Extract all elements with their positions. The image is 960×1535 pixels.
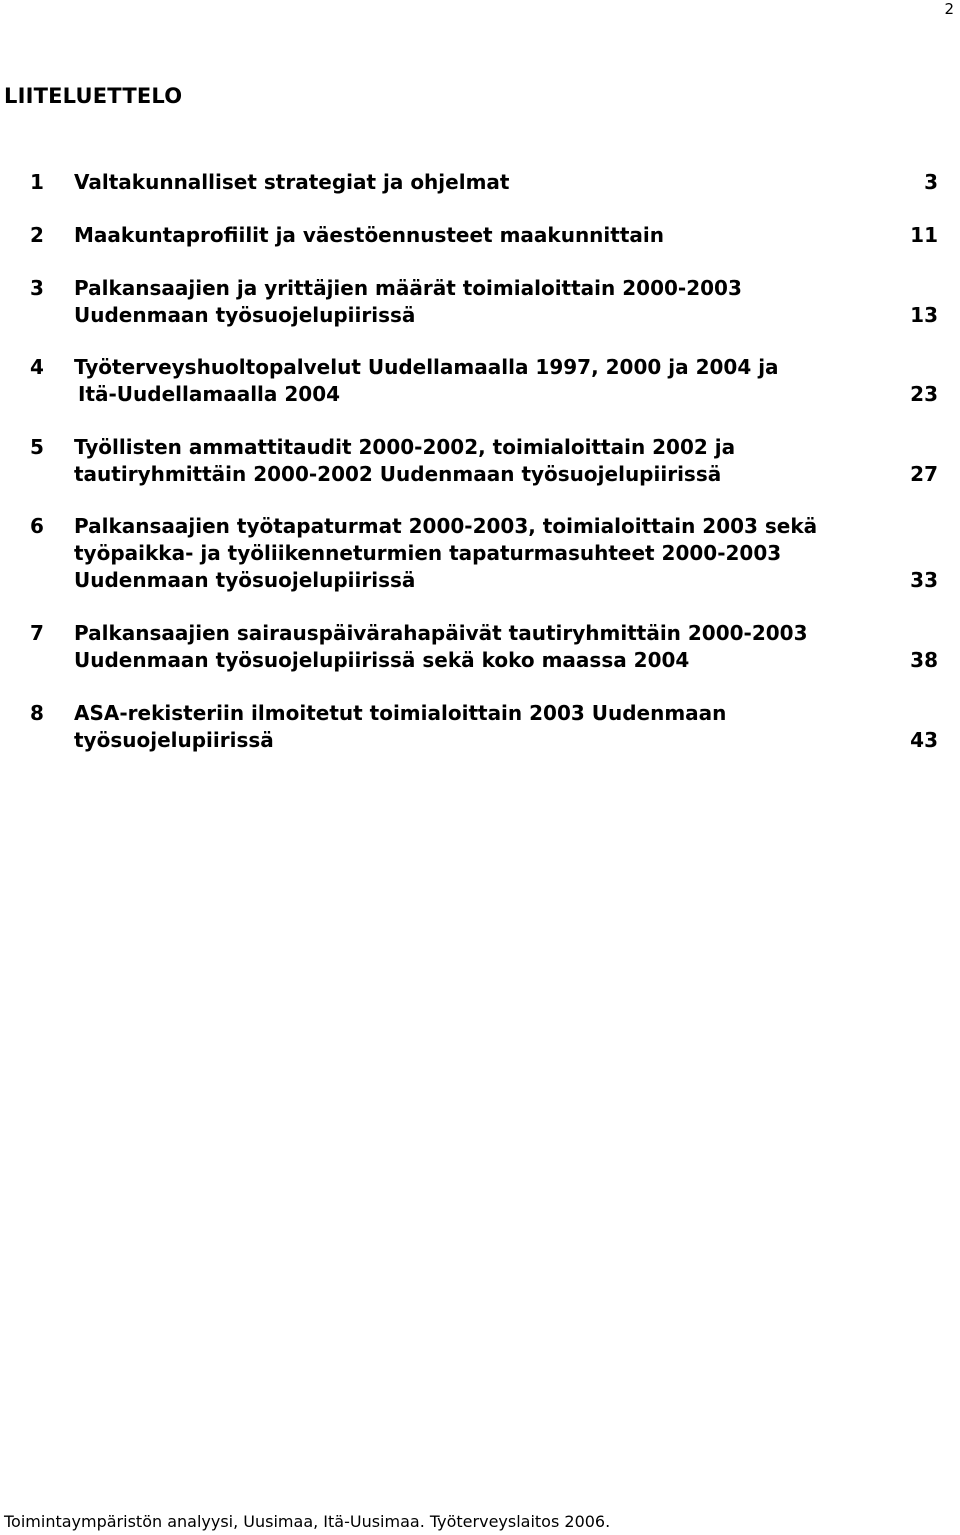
- toc-entry-number: 2: [30, 223, 44, 247]
- toc-entry-page: 27: [910, 462, 938, 486]
- toc-entry-page: 13: [910, 303, 938, 327]
- toc-entry-title-line: Työllisten ammattitaudit 2000-2002, toimialoittain 2002 ja: [74, 435, 736, 459]
- page-footer: Toimintaympäristön analyysi, Uusimaa, Itä-Uusimaa. Työterveyslaitos 2006.: [4, 1512, 611, 1531]
- toc-entry-title-line: ASA-rekisteriin ilmoitetut toimialoittain 2003 Uudenmaan: [74, 701, 727, 725]
- toc-entry-title-line: tautiryhmittäin 2000-2002 Uudenmaan työsuojelupiirissä: [74, 462, 722, 486]
- toc-entry-number: 1: [30, 170, 44, 194]
- toc-entry-number: 3: [30, 276, 44, 300]
- toc-entry-title-line: Työterveyshuoltopalvelut Uudellamaalla 1997, 2000 ja 2004 ja: [74, 355, 779, 379]
- toc-entry-title-line: Palkansaajien ja yrittäjien määrät toimialoittain 2000-2003: [74, 276, 742, 300]
- toc-entry-title-line: Palkansaajien sairauspäivärahapäivät tautiryhmittäin 2000-2003: [74, 621, 808, 645]
- toc-entry-number: 7: [30, 621, 44, 645]
- toc-entry-page: 23: [910, 382, 938, 406]
- toc-entry-title-line: Uudenmaan työsuojelupiirissä: [74, 568, 416, 592]
- toc-entry-title-line: työsuojelupiirissä: [74, 728, 274, 752]
- toc-entry-number: 4: [30, 355, 44, 379]
- toc-entry-page: 38: [910, 648, 938, 672]
- toc-entry-number: 5: [30, 435, 44, 459]
- toc-entry-title-line: Itä-Uudellamaalla 2004: [78, 382, 341, 406]
- page-number: 2: [944, 0, 954, 18]
- toc-entry-page: 3: [924, 170, 938, 194]
- toc-entry-title-line: työpaikka- ja työliikenneturmien tapaturmasuhteet 2000-2003: [74, 541, 782, 565]
- toc-entry-title-line: Uudenmaan työsuojelupiirissä: [74, 303, 416, 327]
- toc-entry-8[interactable]: [30, 700, 940, 754]
- toc-entry-page: 43: [910, 728, 938, 752]
- toc-entry-1[interactable]: [30, 169, 940, 196]
- toc-entry-title-line: Palkansaajien työtapaturmat 2000-2003, toimialoittain 2003 sekä: [74, 514, 818, 538]
- toc-entry-page: 11: [910, 223, 938, 247]
- toc-entry-7[interactable]: [30, 620, 940, 674]
- toc-entry-number: 8: [30, 701, 44, 725]
- toc-entry-title-line: Uudenmaan työsuojelupiirissä sekä koko maassa 2004: [74, 648, 690, 672]
- toc-entry-title-line: Maakuntaprofiilit ja väestöennusteet maakunnittain: [74, 223, 664, 247]
- toc-entry-number: 6: [30, 514, 44, 538]
- toc-entry-page: 33: [910, 568, 938, 592]
- toc-entry-6[interactable]: [30, 513, 940, 594]
- toc-entry-4[interactable]: [30, 354, 940, 408]
- page-title: LIITELUETTELO: [4, 84, 183, 108]
- toc-entry-2[interactable]: [30, 222, 940, 249]
- toc-entry-5[interactable]: [30, 434, 940, 488]
- toc-entry-title-line: Valtakunnalliset strategiat ja ohjelmat: [74, 170, 510, 194]
- toc-entry-3[interactable]: [30, 275, 940, 329]
